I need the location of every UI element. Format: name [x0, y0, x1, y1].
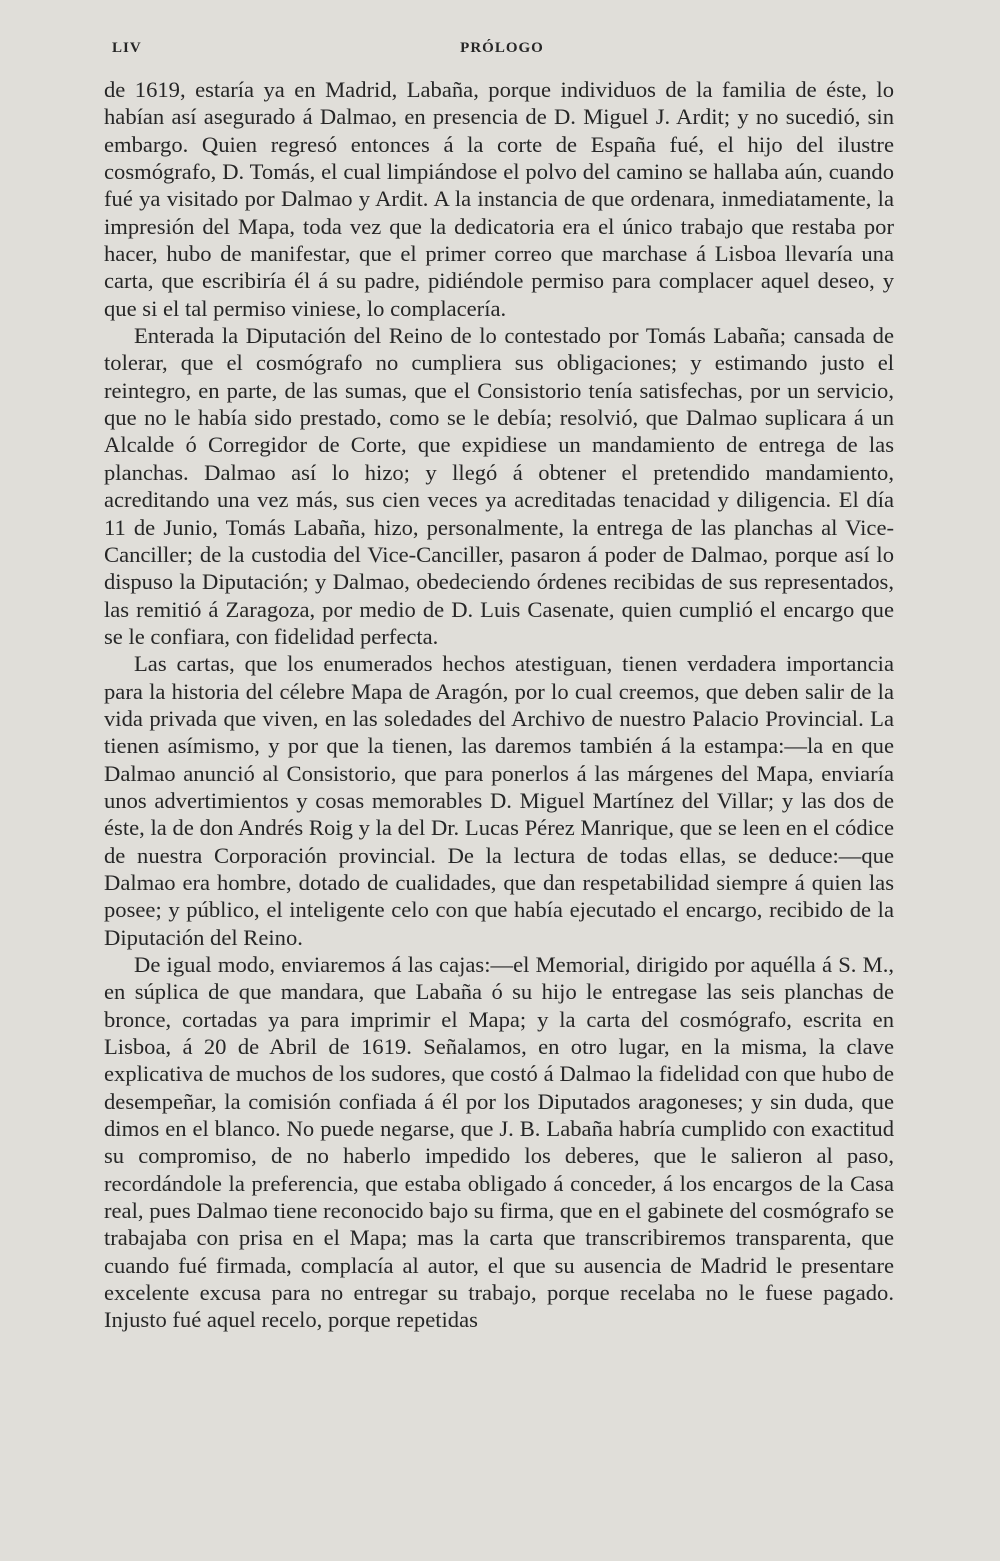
paragraph: de 1619, estaría ya en Madrid, Labaña, porque individuos de la familia de éste, lo habían así asegurado á Dalmao, en presencia de D. Miguel J. Ardit; y no sucedió, sin embargo. Quien regresó entonces á la corte de España fué, el hijo del ilustre cosmógrafo, D. Tomás, el cual limpiándose el polvo del camino se hallaba aún, cuando fué ya visitado por Dalmao y Ardit. A la instancia de que ordenara, inmediatamente, la impresión del Mapa, toda vez que la dedicatoria era el único trabajo que restaba por hacer, hubo de manifestar, que el primer correo que marchase á Lisboa llevaría una carta, que escribiría él á su padre, pidiéndole permiso para complacer aquel deseo, y que si el tal permiso viniese, lo complacería.: [104, 77, 894, 321]
paragraph: Enterada la Diputación del Reino de lo contestado por Tomás Labaña; cansada de tolerar, que el cosmógrafo no cumpliera sus obligaciones; y estimando justo el reintegro, en parte, de las sumas, que el Consistorio tenía satisfechas, por un servicio, que no le había sido prestado, como se le debía; resolvió, que Dalmao suplicara á un Alcalde ó Corregidor de Corte, que expidiese un mandamiento de entrega de las planchas. Dalmao así lo hizo; y llegó á obtener el pretendido mandamiento, acreditando una vez más, sus cien veces ya acreditadas tenacidad y diligencia. El día 11 de Junio, Tomás Labaña, hizo, personalmente, la entrega de las planchas al Vice-Canciller; de la custodia del Vice-Canciller, pasaron á poder de Dalmao, porque así lo dispuso la Diputación; y Dalmao, obedeciendo órdenes recibidas de sus representados, las remitió á Zaragoza, por medio de D. Luis Casenate, quien cumplió el encargo que se le confiara, con fidelidad perfecta.: [104, 323, 894, 649]
body-text: [104, 76, 894, 1334]
page-number: LIV: [112, 40, 142, 56]
paragraph: Las cartas, que los enumerados hechos atestiguan, tienen verdadera importancia para la historia del célebre Mapa de Aragón, por lo cual creemos, que deben salir de la vida privada que viven, en las soledades del Archivo de nuestro Palacio Provincial. La tienen asímismo, y por que la tienen, las daremos también á la estampa:—la en que Dalmao anunció al Consistorio, que para ponerlos á las márgenes del Mapa, enviaría unos advertimientos y cosas memorables D. Miguel Martínez del Villar; y las dos de éste, la de don Andrés Roig y la del Dr. Lucas Pérez Manrique, que se leen en el códice de nuestra Corporación provincial. De la lectura de todas ellas, se deduce:—que Dalmao era hombre, dotado de cualidades, que dan respetabilidad siempre á quien las posee; y público, el inteligente celo con que había ejecutado el encargo, recibido de la Diputación del Reino.: [104, 651, 894, 950]
paragraph: De igual modo, enviaremos á las cajas:—el Memorial, dirigido por aquélla á S. M., en súplica de que mandara, que Labaña ó su hijo le entregase las seis planchas de bronce, cortadas ya para imprimir el Mapa; y la carta del cosmógrafo, escrita en Lisboa, á 20 de Abril de 1619. Señalamos, en otro lugar, en la misma, la clave explicativa de muchos de los sudores, que costó á Dalmao la fidelidad con que hubo de desempeñar, la comisión confiada á él por los Diputados aragoneses; y sin duda, que dimos en el blanco. No puede negarse, que J. B. Labaña habría cumplido con exactitud su compromiso, de no haberlo impedido los deberes, que le salieron al paso, recordándole la preferencia, que estaba obligado á conceder, á los encargos de la Casa real, pues Dalmao tiene reconocido bajo su firma, que en el gabinete del cosmógrafo se trabajaba con prisa en el Mapa; mas la carta que transcribiremos transparenta, que cuando fué firmada, complacía al autor, el que su ausencia de Madrid le presentare excelente excusa para no entregar su trabajo, porque recelaba no le fuese pagado. Injusto fué aquel recelo, porque repetidas: [104, 952, 894, 1333]
section-title: PRÓLOGO: [460, 40, 544, 56]
running-head: [112, 40, 892, 64]
